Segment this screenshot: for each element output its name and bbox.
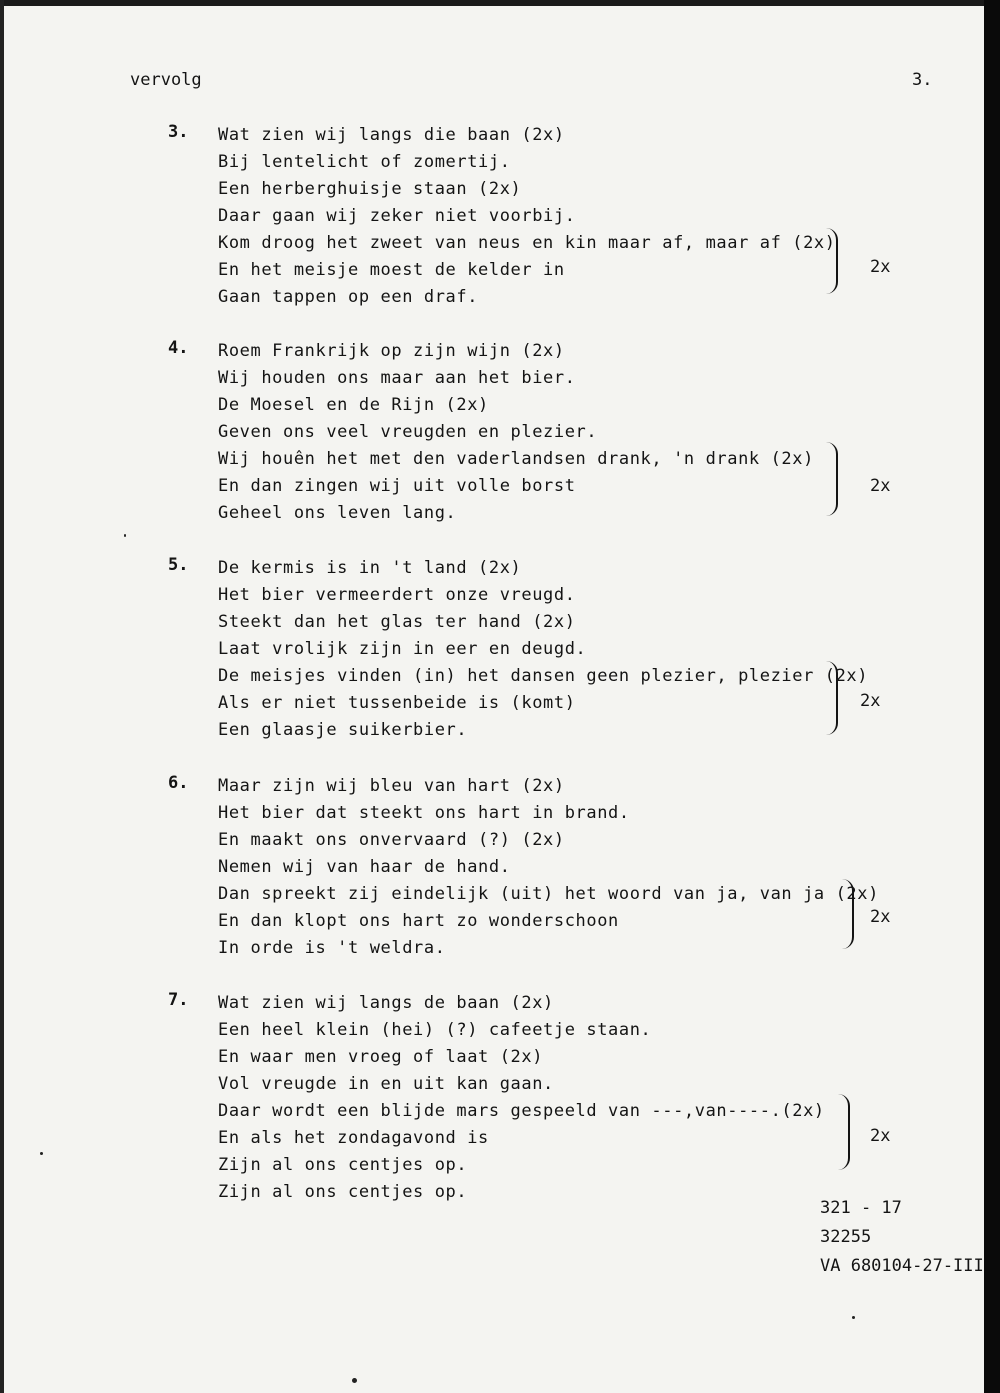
verse-line: Daar wordt een blijde mars gespeeld van ---,van----.(2x): [218, 1101, 825, 1121]
repeat-count: 2x: [870, 907, 891, 927]
repeat-brace: [842, 879, 854, 949]
archive-tape-id: VA 680104-27-III: [820, 1256, 984, 1276]
verse-line: De Moesel en de Rijn (2x): [218, 395, 489, 415]
verse-line: Het bier dat steekt ons hart in brand.: [218, 803, 630, 823]
verse-line: Geheel ons leven lang.: [218, 503, 457, 523]
verse-line: Kom droog het zweet van neus en kin maar af, maar af (2x): [218, 233, 836, 253]
scan-edge-right: [984, 0, 1000, 1393]
verse-line: Wij houên het met den vaderlandsen drank, 'n drank (2x): [218, 449, 814, 469]
verse-line: De meisjes vinden (in) het dansen geen plezier, plezier (2x): [218, 666, 869, 686]
repeat-count: 2x: [870, 476, 891, 496]
verse-number: 7.: [168, 990, 189, 1010]
verse-line: En waar men vroeg of laat (2x): [218, 1047, 544, 1067]
verse-line: En als het zondagavond is: [218, 1128, 489, 1148]
verse-line: Gaan tappen op een draf.: [218, 287, 479, 307]
archive-code: 321 - 17: [820, 1198, 902, 1218]
verse-number: 3.: [168, 122, 189, 142]
verse-line: Zijn al ons centjes op.: [218, 1182, 468, 1202]
verse-line: Als er niet tussenbeide is (komt): [218, 693, 576, 713]
verse-number: 6.: [168, 773, 189, 793]
verse-line: Vol vreugde in en uit kan gaan.: [218, 1074, 554, 1094]
verse-line: Een heel klein (hei) (?) cafeetje staan.: [218, 1020, 652, 1040]
verse-line: Bij lentelicht of zomertij.: [218, 152, 511, 172]
repeat-count: 2x: [870, 1126, 891, 1146]
verse-line: Dan spreekt zij eindelijk (uit) het woord van ja, van ja (2x): [218, 884, 879, 904]
archive-reference: [820, 1194, 984, 1281]
scan-speck: [852, 1316, 855, 1319]
verse-line: Wij houden ons maar aan het bier.: [218, 368, 576, 388]
archive-number: 32255: [820, 1227, 872, 1247]
verse-line: Wat zien wij langs die baan (2x): [218, 125, 565, 145]
verse-line: Wat zien wij langs de baan (2x): [218, 993, 554, 1013]
repeat-count: 2x: [860, 691, 881, 711]
repeat-count: 2x: [870, 257, 891, 277]
verse-line: Het bier vermeerdert onze vreugd.: [218, 585, 576, 605]
repeat-brace: [838, 1094, 850, 1170]
verse-line: Een glaasje suikerbier.: [218, 720, 468, 740]
header-continuation-label: vervolg: [130, 70, 202, 90]
verse-line: Daar gaan wij zeker niet voorbij.: [218, 206, 576, 226]
verse-line: En dan zingen wij uit volle borst: [218, 476, 576, 496]
scan-speck: [40, 1152, 43, 1155]
verse-line: En het meisje moest de kelder in: [218, 260, 565, 280]
verse-line: Maar zijn wij bleu van hart (2x): [218, 776, 565, 796]
scan-edge-left: [0, 0, 4, 1393]
verse-line: Geven ons veel vreugden en plezier.: [218, 422, 598, 442]
repeat-brace: [826, 661, 838, 735]
verse-line: In orde is 't weldra.: [218, 938, 446, 958]
verse-line: Roem Frankrijk op zijn wijn (2x): [218, 341, 565, 361]
verse-lines: [218, 555, 868, 744]
verse-line: Een herberghuisje staan (2x): [218, 179, 522, 199]
verse-line: En maakt ons onvervaard (?) (2x): [218, 830, 565, 850]
scan-speck: [124, 534, 126, 537]
verse-lines: [218, 773, 879, 962]
scan-edge-top: [0, 0, 1000, 6]
verse-lines: [218, 338, 814, 527]
verse-lines: [218, 122, 836, 311]
repeat-brace: [826, 442, 838, 516]
verse-line: Steekt dan het glas ter hand (2x): [218, 612, 576, 632]
verse-line: Zijn al ons centjes op.: [218, 1155, 468, 1175]
verse-line: De kermis is in 't land (2x): [218, 558, 522, 578]
verse-number: 5.: [168, 555, 189, 575]
verse-number: 4.: [168, 338, 189, 358]
verse-line: Nemen wij van haar de hand.: [218, 857, 511, 877]
page-number: 3.: [912, 70, 933, 90]
verse-line: Laat vrolijk zijn in eer en deugd.: [218, 639, 587, 659]
verse-lines: [218, 990, 825, 1206]
verse-line: En dan klopt ons hart zo wonderschoon: [218, 911, 619, 931]
repeat-brace: [826, 228, 838, 294]
scan-speck: [352, 1378, 357, 1383]
